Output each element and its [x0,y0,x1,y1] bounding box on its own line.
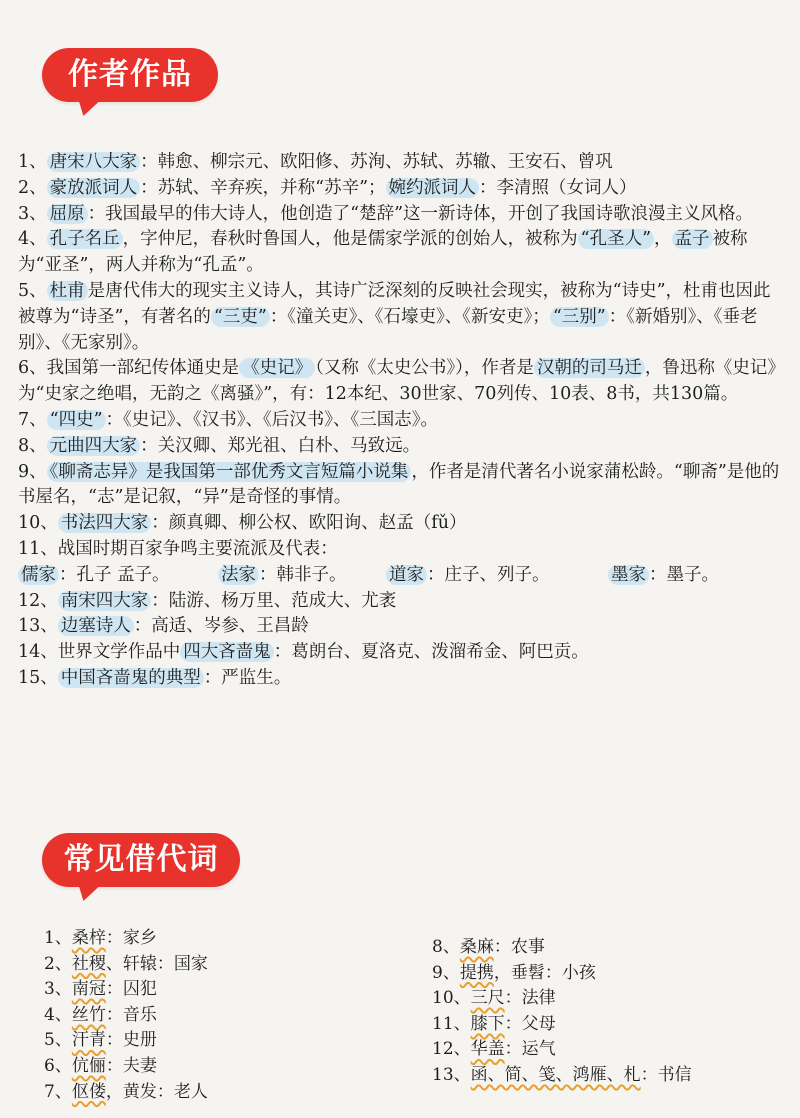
key-term: 汉朝的司马迁 [534,358,645,378]
key-term: 函、简、笺、鸿雁、札 [470,1064,641,1085]
list-item: 11、膝下：父母 [432,1013,556,1034]
key-term: 杜甫 [47,281,88,301]
key-term: 屈原 [47,204,88,224]
list-item: 2、社稷、轩辕：国家 [44,953,208,974]
section-title-metonymy-words: 常见借代词 [42,833,240,887]
list-item: 8、 元曲四大家 ：关汉卿、郑光祖、白朴、马致远。 [18,435,421,456]
list-item: 11、战国时期百家争鸣主要流派及代表： [18,538,338,559]
key-term: 丝竹 [71,1004,106,1025]
metonymy-list-left [44,926,208,1105]
list-item: 10、 书法四大家 ：颜真卿、柳公权、欧阳询、赵孟（fǔ） [18,513,467,534]
list-item: 7、伛偻，黄发：老人 [44,1081,208,1102]
list-item: 2、 豪放派词人 ：苏轼、辛弃疾，并称“苏辛”； 婉约派词人 ：李清照（女词人） [18,177,637,198]
list-item: 13、 边塞诗人 ：高适、岑参、王昌龄 [18,616,309,637]
key-term: 桑麻 [459,937,494,957]
key-term: 伛偻 [71,1081,106,1102]
list-item: 7、 “四史” ：《史记》、《汉书》、《后汉书》、《三国志》。 [18,409,439,430]
key-term: 汗青 [71,1030,106,1051]
list-item: 3、 屈原 ：我国最早的伟大诗人，他创造了“楚辞”这一新诗体，开创了我国诗歌浪漫主义风格。 [18,203,754,224]
key-term: 法家 [218,565,259,585]
list-item: 12、 南宋四大家 ：陆游、杨万里、范成大、尤袤 [18,590,397,611]
key-term: 中国吝啬鬼的典型 [58,668,204,688]
key-term: 南宋四大家 [58,591,152,611]
key-term: “三吏” [211,307,270,327]
key-term: 孔子名丘 [47,229,123,249]
key-term: 道家 [386,565,427,585]
key-term: 书法四大家 [58,513,152,533]
list-item: 12、华盖：运气 [432,1039,556,1060]
key-term: 唐宋八大家 [47,152,141,172]
key-term: 南冠 [71,979,106,1000]
key-term: 元曲四大家 [47,436,141,456]
key-term: “孔圣人” [578,229,654,249]
key-term: 儒家 [18,565,59,585]
section-title-authors-works: 作者作品 [42,48,218,102]
key-term: “四史” [47,410,106,430]
authors-works-list [18,150,788,692]
list-item: 6、伉俪：夫妻 [44,1055,157,1076]
school-item: 道家 ：庄子、列子。 [386,563,608,589]
key-term: 婉约派词人 [386,178,480,198]
key-term: 膝下 [470,1013,505,1034]
key-term: 边塞诗人 [58,616,134,636]
list-item: 9、 《聊斋志异》是我国第一部优秀文言短篇小说集 ，作者是清代著名小说家蒲松龄。“聊斋”是他的书屋名，“志”是记叙，“异”是奇怪的事情。 [18,461,780,508]
key-term: 社稷 [71,953,106,974]
key-term: 伉俪 [71,1055,106,1076]
key-term: 孟子 [672,229,713,249]
list-item: 4、 孔子名丘 ，字仲尼，春秋时鲁国人，他是儒家学派的创始人，被称为 “孔圣人” ， 孟子 被称为“亚圣”，两人并称为“孔孟”。 [18,229,748,276]
key-term: 四大吝啬鬼 [180,642,274,662]
list-item: 15、 中国吝啬鬼的典型 ：严监生。 [18,667,292,688]
key-term: 墨家 [608,565,649,585]
list-item: 4、丝竹：音乐 [44,1004,157,1025]
key-term: 豪放派词人 [47,178,141,198]
key-term: 华盖 [470,1039,505,1060]
list-item: 9、提携，垂髫：小孩 [432,962,596,983]
list-item: 5、汗青：史册 [44,1030,157,1051]
list-item: 8、桑麻：农事 [432,937,545,957]
school-item: 墨家 ：墨子。 [608,563,719,589]
metonymy-list-right [432,935,692,1089]
key-term: 《聊斋志异》是我国第一部优秀文言短篇小说集 [47,462,412,482]
key-term: 三尺 [470,988,505,1009]
schools-row [18,563,788,589]
key-term: 《史记》 [239,358,315,378]
list-item: 5、 杜甫 是唐代伟大的现实主义诗人，其诗广泛深刻的反映社会现实，被称为“诗史”，杜甫也因此被尊为“诗圣”，有著名的 “三吏” ：《潼关吏》、《石壕吏》、《新安吏》； “三别” ：《新婚别》、《垂老别》、《无家别》。 [18,280,771,353]
key-term: 提携 [459,962,494,983]
list-item: 6、我国第一部纪传体通史是 《史记》 （又称《太史公书》），作者是 汉朝的司马迁 ，鲁迅称《史记》为“史家之绝唱，无韵之《离骚》”，有：12本纪、30世家、70列传、10表、8书，共130篇。 [18,358,785,405]
list-item: 14、世界文学作品中 四大吝啬鬼 ：葛朗台、夏洛克、泼溜希金、阿巴贡。 [18,642,589,663]
list-item: 1、 唐宋八大家 ：韩愈、柳宗元、欧阳修、苏洵、苏轼、苏辙、王安石、曾巩 [18,152,613,172]
list-item: 3、南冠：囚犯 [44,979,157,1000]
list-item: 1、桑梓：家乡 [44,928,157,948]
school-item: 法家 ：韩非子。 [218,563,386,589]
school-item: 儒家 ：孔子 孟子。 [18,563,218,589]
list-item: 13、函、简、笺、鸿雁、札：书信 [432,1064,692,1085]
key-term: 桑梓 [71,928,106,948]
key-term: “三别” [550,307,609,327]
list-item: 10、三尺：法律 [432,988,556,1009]
